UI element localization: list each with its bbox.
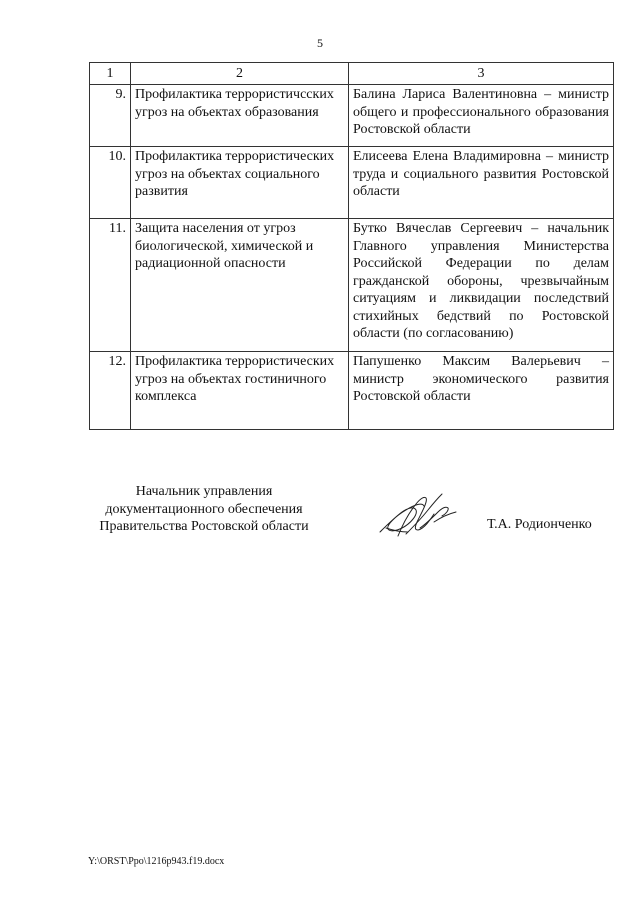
file-path: Y:\ORST\Ppo\1216p943.f19.docx	[88, 856, 225, 867]
row-task: Защита населения от угроз биологической, химической и радиационной опасности	[131, 219, 349, 352]
signatory-title-line: Начальник управления	[135, 484, 273, 499]
responsibility-table	[89, 62, 614, 430]
row-responsible: Папушенко Максим Валерьевич – министр экономического развития Ростовской области	[349, 352, 614, 430]
row-number: 12.	[90, 352, 131, 430]
table-row	[90, 352, 614, 430]
row-responsible: Елисеева Елена Владимировна – министр труда и социального развития Ростовской области	[349, 147, 614, 219]
row-number: 11.	[90, 219, 131, 352]
handwritten-signature	[376, 488, 460, 542]
column-header-responsible: 3	[349, 63, 614, 85]
row-responsible: Бутко Вячеслав Сергеевич – начальник Главного управления Министерства Российской Федерации по делам гражданской обороны, чрезвычайным ситуациям и ликвидации последствий стихийных бедствий по Ростовской области (по согласованию)	[349, 219, 614, 352]
signatory-title-line: Правительства Ростовской области	[99, 519, 309, 534]
row-task: Профилактика террористичсских угроз на объектах образования	[131, 85, 349, 147]
page-number: 5	[317, 36, 323, 50]
row-task: Профилактика террористических угроз на объектах гостиничного комплекса	[131, 352, 349, 430]
column-header-task: 2	[131, 63, 349, 85]
row-responsible: Балина Лариса Валентиновна – министр общего и профессионального образования Ростовской области	[349, 85, 614, 147]
row-task: Профилактика террористических угроз на объектах социального развития	[131, 147, 349, 219]
row-number: 9.	[90, 85, 131, 147]
signer-name: Т.А. Родионченко	[487, 517, 592, 532]
signatory-title-line: документационного обеспечения	[105, 501, 303, 517]
table-row	[90, 147, 614, 219]
signatory-title	[88, 483, 320, 536]
row-number: 10.	[90, 147, 131, 219]
table-header-row	[90, 63, 614, 85]
table-row	[90, 219, 614, 352]
column-header-number: 1	[90, 63, 131, 85]
table-row	[90, 85, 614, 147]
